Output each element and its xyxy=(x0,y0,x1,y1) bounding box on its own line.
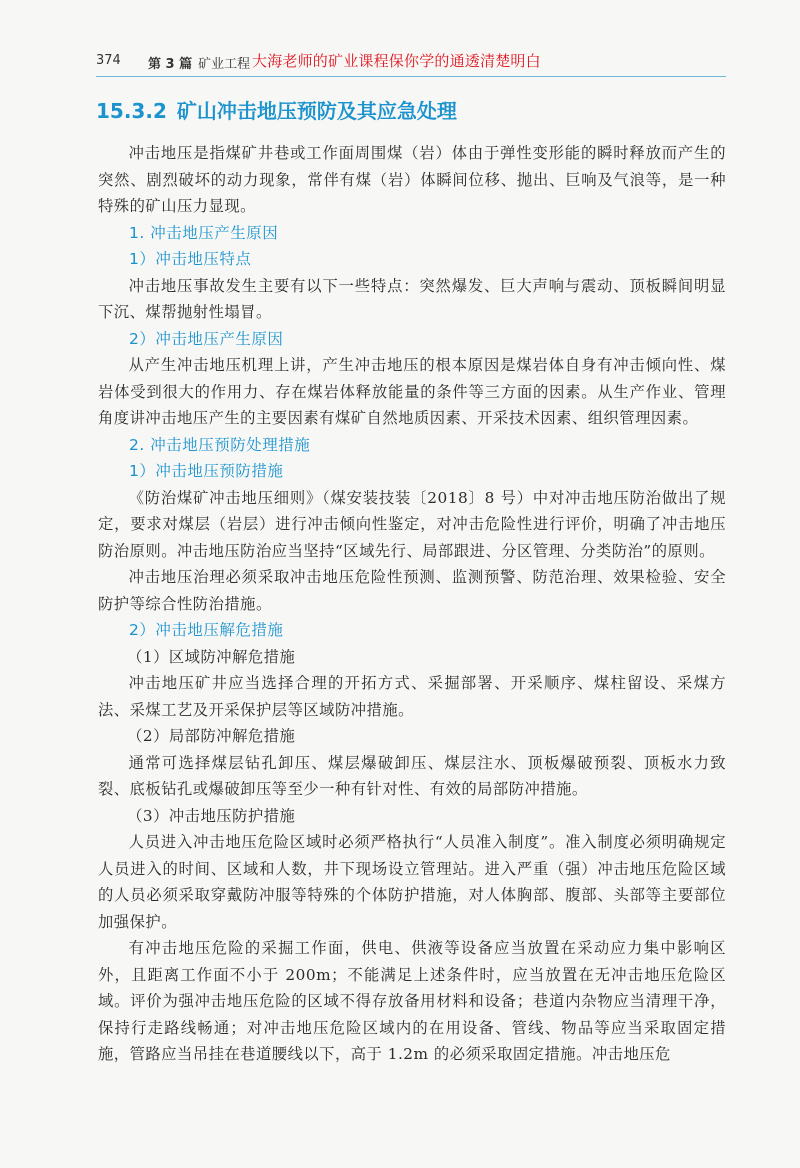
heading-measures: 2. 冲击地压预防处理措施 xyxy=(129,435,311,454)
item-protection-text-1: 人员进入冲击地压危险区域时必须严格执行“人员准入制度”。准入制度必须明确规定人员进入的时间、区域和人数，井下现场设立管理站。进入严重（强）冲击地压危险区域的人员必须采取穿戴防冲服等特殊的个体防护措施，对人体胸部、腹部、头部等主要部位加强保护。 xyxy=(98,833,726,931)
watermark-text: 大海老师的矿业课程保你学的通透清楚明白 xyxy=(252,52,541,70)
page-body xyxy=(98,96,726,1068)
causes-paragraph: 从产生冲击地压机理上讲，产生冲击地压的根本原因是煤岩体自身有冲击倾向性、煤岩体受到很大的作用力、存在煤岩体释放能量的条件等三方面的因素。从生产作业、管理角度讲冲击地压产生的主要因素有煤矿自然地质因素、开采技术因素、组织管理因素。 xyxy=(98,356,726,427)
section-title-text: 矿山冲击地压预防及其应急处理 xyxy=(176,99,457,123)
section-title xyxy=(96,96,726,126)
item-regional-title: （1）区域防冲解危措施 xyxy=(127,647,296,666)
item-regional-text: 冲击地压矿井应当选择合理的开拓方式、采掘部署、开采顺序、煤柱留设、采煤方法、采煤工艺及开采保护层等区域防冲措施。 xyxy=(98,674,726,719)
page-number: 374 xyxy=(96,53,121,68)
intro-paragraph: 冲击地压是指煤矿井巷或工作面周围煤（岩）体由于弹性变形能的瞬时释放而产生的突然、剧烈破坏的动力现象，常伴有煤（岩）体瞬间位移、抛出、巨响及气浪等，是一种特殊的矿山压力显现。 xyxy=(98,144,726,215)
prevention-paragraph-2: 冲击地压治理必须采取冲击地压危险性预测、监测预警、防范治理、效果检验、安全防护等综合性防治措施。 xyxy=(98,568,726,613)
subheading-features: 1）冲击地压特点 xyxy=(129,250,252,268)
chapter-title: 矿业工程 xyxy=(198,57,251,72)
item-protection-text-2: 有冲击地压危险的采掘工作面，供电、供液等设备应当放置在采动应力集中影响区外，且距离工作面不小于 200m；不能满足上述条件时，应当放置在无冲击地压危险区域。评价为强冲击地压危险的区域不得存放备用材料和设备；巷道内杂物应当清理干净，保持行走路线畅通；对冲击地压危险区域内的在用设备、管线、物品等应当采取固定措施，管路应当吊挂在巷道腰线以下，高于 1.2m 的必须采取固定措施。冲击地压危 xyxy=(98,939,726,1063)
part-label: 第 3 篇 xyxy=(148,57,193,72)
item-local-title: （2）局部防冲解危措施 xyxy=(127,727,296,745)
chapter-heading xyxy=(148,53,250,72)
subheading-prevention: 1）冲击地压预防措施 xyxy=(129,462,284,480)
prevention-paragraph-1: 《防治煤矿冲击地压细则》（煤安装技装〔2018〕8 号）中对冲击地压防治做出了规定，要求对煤层（岩层）进行冲击倾向性鉴定，对冲击危险性进行评价，明确了冲击地压防治原则。冲击地压防治应当坚持“区域先行、局部跟进、分区管理、分类防治”的原则。 xyxy=(98,488,726,560)
heading-causes: 1. 冲击地压产生原因 xyxy=(129,223,279,242)
subheading-relief: 2）冲击地压解危措施 xyxy=(129,621,284,639)
item-local-text: 通常可选择煤层钻孔卸压、煤层爆破卸压、煤层注水、顶板爆破预裂、顶板水力致裂、底板钻孔或爆破卸压等至少一种有针对性、有效的局部防冲措施。 xyxy=(98,753,726,798)
section-number: 15.3.2 xyxy=(96,99,167,123)
subheading-causes: 2）冲击地压产生原因 xyxy=(129,329,284,348)
features-paragraph: 冲击地压事故发生主要有以下一些特点：突然爆发、巨大声响与震动、顶板瞬间明显下沉、煤帮抛射性塌冒。 xyxy=(98,276,726,321)
item-protection-title: （3）冲击地压防护措施 xyxy=(127,806,296,825)
